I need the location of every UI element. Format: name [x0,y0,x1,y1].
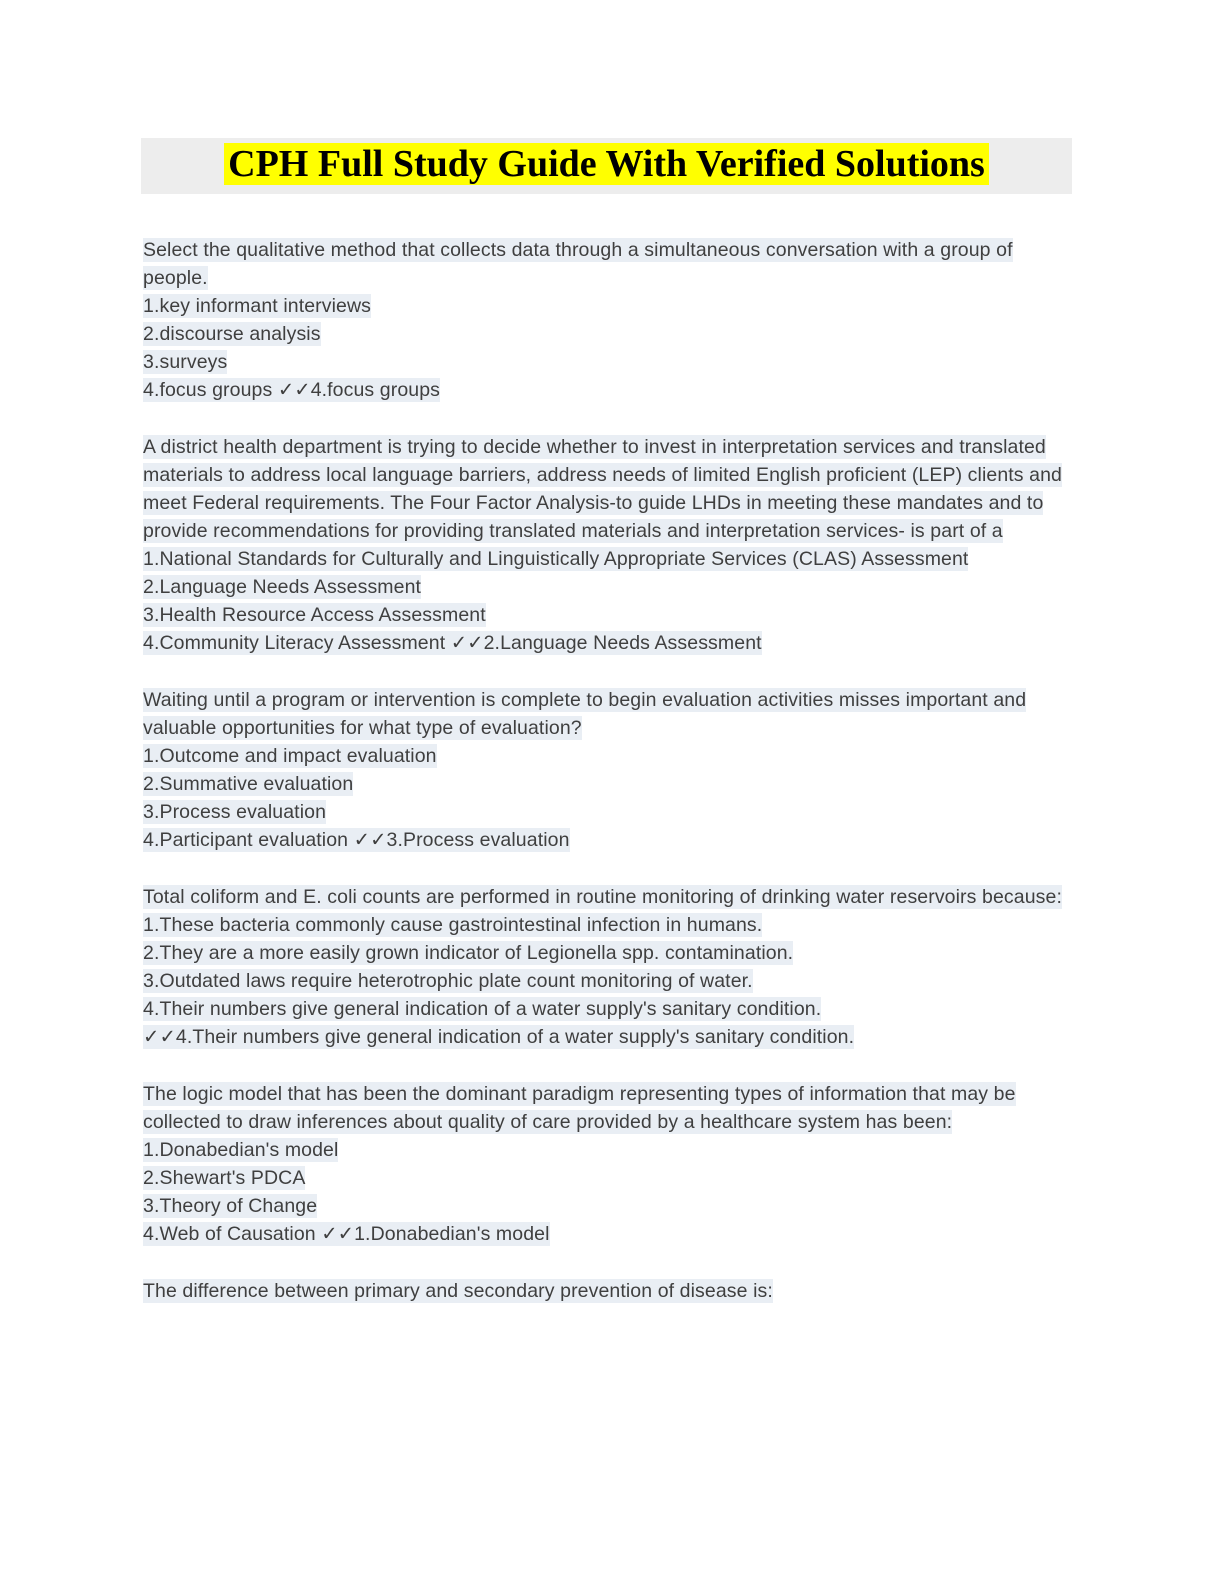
answer-option-text: 2.Language Needs Assessment [143,576,422,598]
answer-option [143,798,1081,826]
answer-option [143,376,1081,404]
page-title: CPH Full Study Guide With Verified Solutions [224,143,989,185]
answer-option [143,1192,1081,1220]
question-prompt [143,1277,1081,1305]
question-prompt [143,236,1081,292]
answer-option-text: 4.focus groups ✓✓4.focus groups [143,379,441,401]
answer-option [143,911,1081,939]
question-prompt [143,433,1081,545]
answer-option-text: 4.Participant evaluation ✓✓3.Process evaluation [143,829,570,851]
answer-option-text: 4.Their numbers give general indication of a water supply's sanitary condition. [143,998,822,1020]
question-prompt-text: The logic model that has been the dominant paradigm representing types of information that may be collected to draw inferences about quality of care provided by a healthcare system has been: [143,1083,1016,1133]
answer-option [143,1136,1081,1164]
answer-option [143,573,1081,601]
answer-option-text: 2.Summative evaluation [143,773,354,795]
answer-option-text: 4.Community Literacy Assessment ✓✓2.Language Needs Assessment [143,632,762,654]
answer-option [143,348,1081,376]
answer-option [143,826,1081,854]
answer-option [143,939,1081,967]
answer-option-text: 1.National Standards for Culturally and Linguistically Appropriate Services (CLAS) Assessment [143,548,969,570]
question-prompt-text: The difference between primary and secondary prevention of disease is: [143,1280,773,1302]
answer-option-text: ✓✓4.Their numbers give general indication of a water supply's sanitary condition. [143,1026,855,1048]
answer-option-text: 2.discourse analysis [143,323,321,345]
answer-option-text: 1.Outcome and impact evaluation [143,745,437,767]
answer-option [143,1220,1081,1248]
question-prompt-text: Total coliform and E. coli counts are performed in routine monitoring of drinking water reservoirs because: [143,886,1062,908]
question-block [143,1080,1081,1248]
answer-option-text: 3.surveys [143,351,228,373]
answer-option [143,770,1081,798]
answer-option-text: 3.Process evaluation [143,801,327,823]
question-prompt-text: Waiting until a program or intervention is complete to begin evaluation activities misses important and valuable opportunities for what type of evaluation? [143,689,1027,739]
answer-option-text: 4.Web of Causation ✓✓1.Donabedian's model [143,1223,550,1245]
answer-option-text: 3.Outdated laws require heterotrophic plate count monitoring of water. [143,970,753,992]
question-prompt [143,686,1081,742]
question-block [143,883,1081,1051]
answer-option-text: 1.key informant interviews [143,295,372,317]
answer-option [143,320,1081,348]
question-block [143,1277,1081,1305]
answer-option-text: 2.Shewart's PDCA [143,1167,306,1189]
answer-option [143,1164,1081,1192]
question-block [143,433,1081,657]
answer-option [143,292,1081,320]
question-prompt-text: Select the qualitative method that collects data through a simultaneous conversation with a group of people. [143,239,1013,289]
question-prompt [143,1080,1081,1136]
question-prompt-text: A district health department is trying to decide whether to invest in interpretation services and translated materials to address local language barriers, address needs of limited English proficient (LEP) clients and meet Federal requirements. The Four Factor Analysis-to guide LHDs in meeting these mandates and to provide recommendations for providing translated materials and interpretation services- is part of a [143,436,1063,542]
answer-option [143,967,1081,995]
answer-option-text: 3.Theory of Change [143,1195,318,1217]
answer-option [143,995,1081,1023]
answer-option [143,601,1081,629]
title-band [141,138,1072,194]
answer-option-text: 2.They are a more easily grown indicator of Legionella spp. contamination. [143,942,794,964]
answer-option [143,742,1081,770]
question-prompt [143,883,1081,911]
question-block [143,236,1081,404]
answer-option-text: 3.Health Resource Access Assessment [143,604,486,626]
questions-container [143,236,1081,1305]
answer-option [143,629,1081,657]
answer-option-text: 1.Donabedian's model [143,1139,339,1161]
answer-option-text: 1.These bacteria commonly cause gastrointestinal infection in humans. [143,914,763,936]
answer-option [143,545,1081,573]
question-block [143,686,1081,854]
answer-option [143,1023,1081,1051]
